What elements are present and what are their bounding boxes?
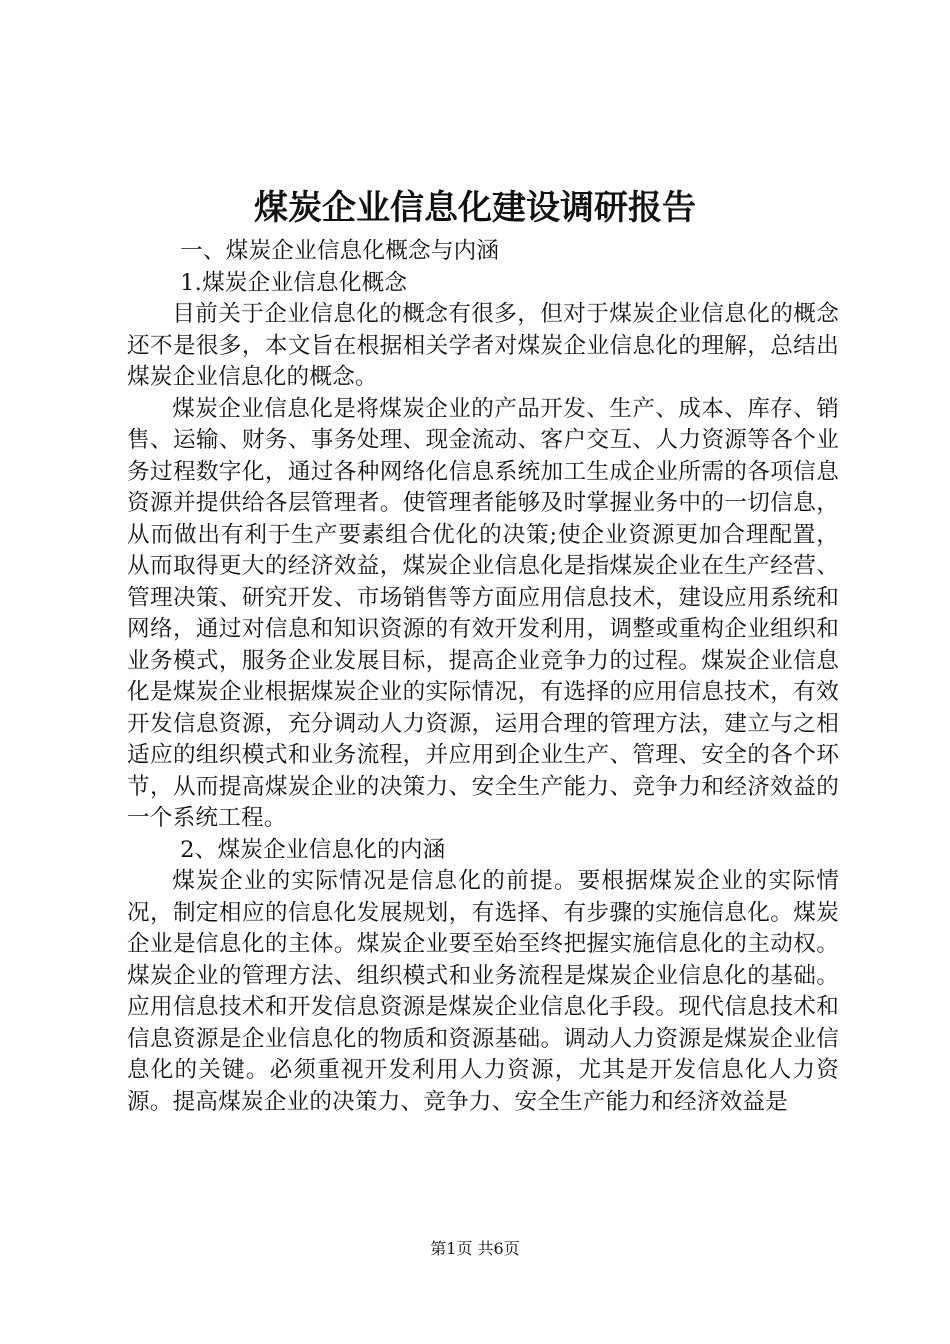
paragraph: 煤炭企业信息化是将煤炭企业的产品开发、生产、成本、库存、销售、运输、财务、事务处理、现金流动、客户交互、人力资源等各个业务过程数字化，通过各种网络化信息系统加工生成企业所需的各项信息资源并提供给各层管理者。使管理者能够及时掌握业务中的一切信息，从而做出有利于生产要素组合优化的决策;使企业资源更加合理配置，从而取得更大的经济效益，煤炭企业信息化是指煤炭企业在生产经营、管理决策、研究开发、市场销售等方面应用信息技术，建设应用系统和网络，通过对信息和知识资源的有效开发利用，调整或重构企业组织和业务模式，服务企业发展目标，提高企业竞争力的过程。煤炭企业信息化是煤炭企业根据煤炭企业的实际情况，有选择的应用信息技术，有效开发信息资源，充分调动人力资源，运用合理的管理方法，建立与之相适应的组织模式和业务流程，并应用到企业生产、管理、安全的各个环节，从而提高煤炭企业的决策力、安全生产能力、竞争力和经济效益的一个系统工程。	[127, 395, 839, 831]
subsection-heading: 1.煤炭企业信息化概念	[180, 269, 408, 296]
paragraph: 煤炭企业的实际情况是信息化的前提。要根据煤炭企业的实际情况，制定相应的信息化发展规划，有选择、有步骤的实施信息化。煤炭企业是信息化的主体。煤炭企业要至始至终把握实施信息化的主动权。煤炭企业的管理方法、组织模式和业务流程是煤炭企业信息化的基础。应用信息技术和开发信息资源是煤炭企业信息化手段。现代信息技术和信息资源是企业信息化的物质和资源基础。调动人力资源是煤炭企业信息化的关键。必须重视开发利用人力资源，尤其是开发信息化人力资源。提高煤炭企业的决策力、竞争力、安全生产能力和经济效益是	[127, 868, 839, 1115]
subsection-heading: 2、煤炭企业信息化的内涵	[180, 836, 446, 863]
page-footer: 第1页 共6页	[430, 1239, 520, 1258]
section-heading: 一、煤炭企业信息化概念与内涵	[180, 238, 500, 264]
document-body	[127, 236, 839, 1118]
document-title: 煤炭企业信息化建设调研报告	[254, 188, 696, 228]
paragraph: 目前关于企业信息化的概念有很多，但对于煤炭企业信息化的概念还不是很多，本文旨在根据相关学者对煤炭企业信息化的理解，总结出煤炭企业信息化的概念。	[127, 301, 839, 390]
